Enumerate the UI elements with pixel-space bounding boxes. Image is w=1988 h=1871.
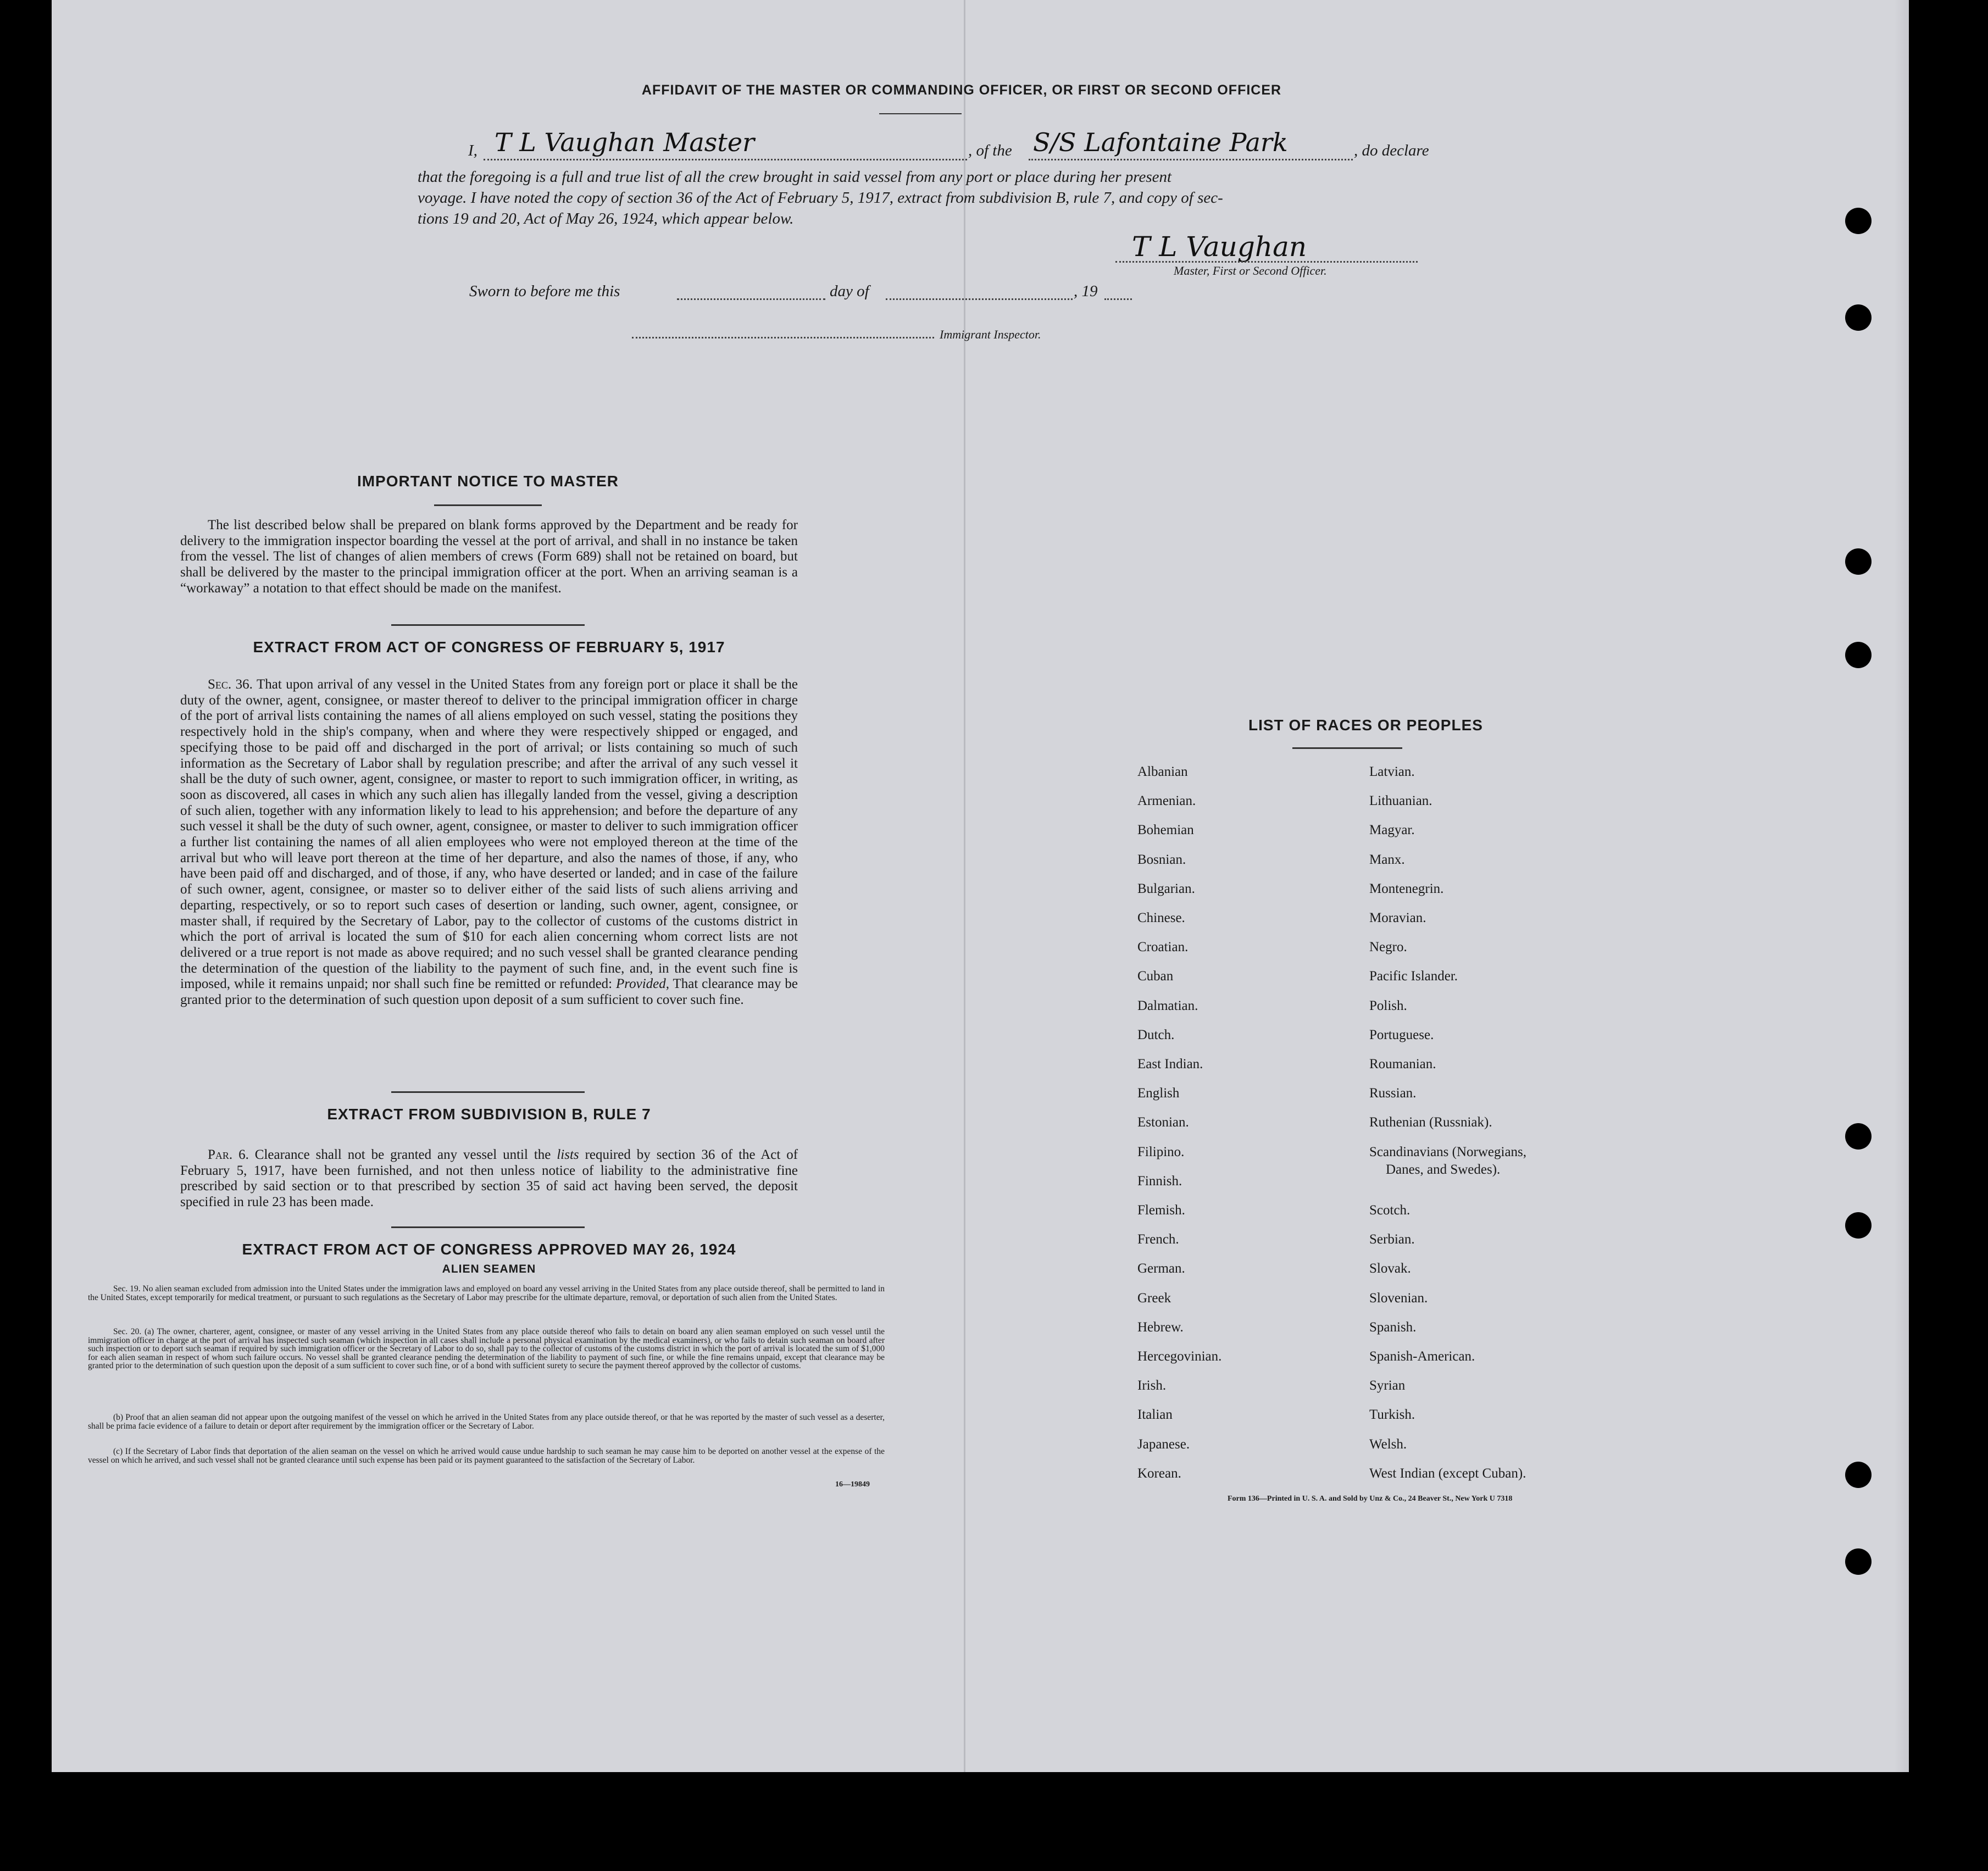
rule7-text-end: required by section 36 of the Act of February 5, 1917, have been furnished, and not then unless notice of liability to the administrative fine prescribed by said section or to that prescribed by section 35 of said act having been served, the deposit specified in rule 23 has been made. [180,1147,798,1210]
section-36-end: That clearance may be granted prior to the determination of such question upon deposit of a sum sufficient to cover such fine. [180,976,798,1008]
race-item: Polish. [1369,998,1407,1013]
race-item: Scandinavians (Norwegians, [1369,1144,1527,1159]
par-label: Par. 6. [208,1147,249,1162]
race-item: Filipino. [1137,1144,1185,1159]
sec20a-text: Sec. 20. (a) The owner, charterer, agent, consignee, or master of any vessel arriving in the United States from any place outside thereof who fails to detain on board any alien seaman employed on such vessel until the immigration officer in charge at the port of arrival has inspected such seaman (which inspection in all cases shall include a personal physical examination by the medical examiners), or who fails to detain such seaman on board after such inspection or to deport such seaman if required by such immigration officer or the Secretary of Labor to do so, shall pay to the collector of customs of the customs district in which the port of arrival is located the sum of $1,000 for each alien seaman in respect of whom such failure occurs. No vessel shall be granted clearance pending the determination of the liability to payment of such fine, or while the fine remains unpaid, except that clearance may be granted prior to the determination of such question upon the deposit of a sum sufficient to cover such fine, or of a bond with sufficient surety to secure the payment thereof approved by the collector of customs. [88,1327,885,1370]
form-footer: Form 136—Printed in U. S. A. and Sold by Unz & Co., 24 Beaver St., New York U 7318 [1228,1495,1513,1503]
race-item: Japanese. [1137,1436,1190,1452]
inspector-line [632,326,934,338]
race-item: Flemish. [1137,1203,1185,1218]
race-item: Roumanian. [1369,1057,1436,1071]
divider [391,624,585,626]
fold-line [964,0,965,1772]
race-item: Albanian [1137,764,1188,779]
extract-1917-body [180,677,798,1008]
race-item: Chinese. [1137,910,1185,925]
year-label: , 19 [1074,282,1098,300]
race-item: English [1137,1086,1180,1101]
divider [434,504,542,506]
sworn-label: Sworn to before me this [469,282,620,300]
race-item: Croatian. [1137,940,1189,955]
race-item: French. [1137,1232,1179,1247]
rule7-title: EXTRACT FROM SUBDIVISION B, RULE 7 [327,1106,651,1123]
vessel-name-handwritten: S/S Lafontaine Park [1033,127,1288,157]
do-declare-label: , do declare [1354,142,1429,159]
punch-hole [1845,548,1872,575]
race-item: Slovak. [1369,1261,1411,1276]
race-item: Bosnian. [1137,852,1186,867]
divider [391,1091,585,1093]
signature-handwritten: T L Vaughan [1132,231,1307,263]
punch-hole [1845,1548,1872,1575]
notice-body: The list described below shall be prepared on blank forms approved by the Department and be ready for delivery to the immigration inspector boarding the vessel at the port of arrival, and shall in no instance be taken from the vessel. The list of changes of alien members of crews (Form 689) shall not be retained on board, but shall be delivered by the master to the principal immigration officer at the port. When an arriving seaman is a “workaway” a notation to that effect should be made on the manifest. [180,518,798,596]
race-item: Negro. [1369,940,1407,955]
provided-word: Provided, [616,976,669,992]
race-item: Slovenian. [1369,1290,1428,1306]
signature-caption: Master, First or Second Officer. [1174,264,1327,277]
race-item: West Indian (except Cuban). [1369,1465,1526,1481]
sheet-edge [1895,0,1909,1772]
race-item: Armenian. [1137,793,1196,809]
race-item: Syrian [1369,1378,1406,1393]
race-item: East Indian. [1137,1057,1203,1071]
punch-hole [1845,1123,1872,1150]
race-item: Spanish-American. [1369,1349,1475,1364]
punch-hole [1845,208,1872,234]
race-item: Russian. [1369,1086,1417,1101]
race-item: Cuban [1137,969,1174,984]
race-item: Manx. [1369,852,1405,867]
i-prefix: I, [468,142,477,159]
race-item: Finnish. [1137,1173,1182,1189]
divider [879,113,962,114]
day-of-label: day of [830,282,869,300]
races-title: LIST OF RACES OR PEOPLES [1248,717,1483,734]
divider [1292,747,1402,749]
sec20b-text: (b) Proof that an alien seaman did not appear upon the outgoing manifest of the vessel on which he arrived in the United States from any place outside thereof, or that he was reported by the master of such vessel as a deserter, shall be prima facie evidence of a failure to detain or deport after requirement by the immigration officer or the Secretary of Labor. [88,1413,885,1431]
extract-1924-title: EXTRACT FROM ACT OF CONGRESS APPROVED MAY 26, 1924 [242,1241,736,1258]
sec19-text: Sec. 19. No alien seaman excluded from admission into the United States under the immigration laws and employed on board any vessel arriving in the United States from any place outside thereof, shall be permitted to land in the United States, except temporarily for medical treatment, or pursuant to such regulations as the Secretary of Labor may prescribe for the ultimate departure, removal, or deportation of such alien from the United States. [88,1284,885,1302]
race-item: Pacific Islander. [1369,969,1458,984]
race-item: Estonian. [1137,1115,1189,1130]
section-36-text: That upon arrival of any vessel in the United States from any foreign port or place it shall be the duty of the owner, agent, consignee, or master thereof to deliver to the principal immigration officer in charge of the port of arrival lists containing the names of all aliens employed on such vessel, stating the positions they respectively hold in the ship's company, when and where they were respectively shipped or engaged, and specifying those to be paid off and discharged in the port of arrival; or lists containing so much of such information as the Secretary of Labor shall by regulation prescribe; and after the arrival of any such vessel it shall be the duty of such owner, agent, consignee, or master to report to such immigration officer, in writing, as soon as discovered, all cases in which any such alien has illegally landed from the vessel, giving a description of such alien, together with any information likely to lead to his apprehension; and before the departure of any such vessel it shall be the duty of such owner, agent, consignee, or master to deliver to such immigration officer a further list containing the names of all alien employees who were not employed thereon at the time of the arrival but who will leave port thereon at the time of her departure, and also the names of those, if any, who have been paid off and discharged, and of those, if any, who have deserted or landed; and in case of the failure of such owner, agent, consignee, or master so to deliver either of the said lists of such aliens arriving and departing, respectively, or so to report such cases of desertion or landing, such owner, agent, consignee, or master shall, if required by the Secretary of Labor, pay to the collector of customs of the customs district in which the port of arrival is located the sum of $10 for each alien concerning whom correct lists are not delivered or a true report is not made as above required; and no such vessel shall be granted clearance pending the determination of the question of the liability to the payment of such fine, and, in the event such fine is imposed, while it remains unpaid; nor shall such fine be remitted or refunded: [180,677,798,992]
punch-hole [1845,1212,1872,1239]
race-item: Irish. [1137,1378,1167,1393]
race-item: Moravian. [1369,910,1426,925]
divider [391,1226,585,1228]
race-item: Dutch. [1137,1027,1175,1042]
form-number: 16—19849 [835,1480,870,1489]
race-item: Bohemian [1137,823,1194,838]
race-item: German. [1137,1261,1185,1276]
race-item: Latvian. [1369,764,1415,779]
race-item: Montenegrin. [1369,881,1444,896]
race-item: Italian [1137,1407,1173,1423]
sworn-month-line [886,287,1073,300]
race-item: Hebrew. [1137,1319,1184,1335]
race-item: Spanish. [1369,1319,1417,1335]
notice-title: IMPORTANT NOTICE TO MASTER [357,473,619,490]
race-item: Ruthenian (Russniak). [1369,1115,1492,1130]
race-item: Danes, and Swedes). [1386,1162,1501,1177]
race-item: Lithuanian. [1369,793,1432,809]
punch-hole [1845,1462,1872,1488]
race-item: Magyar. [1369,823,1415,838]
inspector-caption: Immigrant Inspector. [940,327,1041,341]
punch-hole [1845,304,1872,331]
affidavit-title: AFFIDAVIT OF THE MASTER OR COMMANDING OFFICER, OR FIRST OR SECOND OFFICER [641,82,1282,98]
sworn-day-line [677,287,825,300]
lists-word: lists [557,1147,579,1162]
race-item: Portuguese. [1369,1027,1434,1042]
punch-hole [1845,642,1872,668]
race-item: Welsh. [1369,1436,1407,1452]
extract-1924-subtitle: ALIEN SEAMEN [442,1263,536,1275]
sworn-year-line [1104,287,1132,300]
race-item: Turkish. [1369,1407,1415,1423]
race-item: Dalmatian. [1137,998,1198,1013]
sec20c-text: (c) If the Secretary of Labor finds that deportation of the alien seaman on the vessel on which he arrived would cause undue hardship to such seaman he may cause him to be deported on another vessel at the expense of the vessel on which he arrived, and such vessel shall not be granted clearance until such expense has been paid or its payment guaranteed to the satisfaction of the Secretary of Labor. [88,1447,885,1465]
race-item: Greek [1137,1290,1171,1306]
declaration-line-1: that the foregoing is a full and true list of all the crew brought in said vessel from any port or place during her present [418,168,1172,186]
race-item: Hercegovinian. [1137,1349,1222,1364]
extract-1917-title: EXTRACT FROM ACT OF CONGRESS OF FEBRUARY 5, 1917 [253,639,725,656]
master-name-handwritten: T L Vaughan Master [495,127,755,157]
declaration-line-2: voyage. I have noted the copy of section 36 of the Act of February 5, 1917, extract from subdivision B, rule 7, and copy of sec- [418,189,1223,207]
of-the-label: , of the [968,142,1012,159]
race-item: Scotch. [1369,1203,1411,1218]
rule7-text-start: Clearance shall not be granted any vessel until the [254,1147,551,1162]
race-item: Korean. [1137,1465,1181,1481]
declaration-line-3: tions 19 and 20, Act of May 26, 1924, which appear below. [418,210,794,227]
section-label: Sec. 36. [208,677,253,692]
race-item: Bulgarian. [1137,881,1195,896]
race-item: Serbian. [1369,1232,1415,1247]
signature-line [1115,247,1418,263]
rule7-body [180,1147,798,1211]
